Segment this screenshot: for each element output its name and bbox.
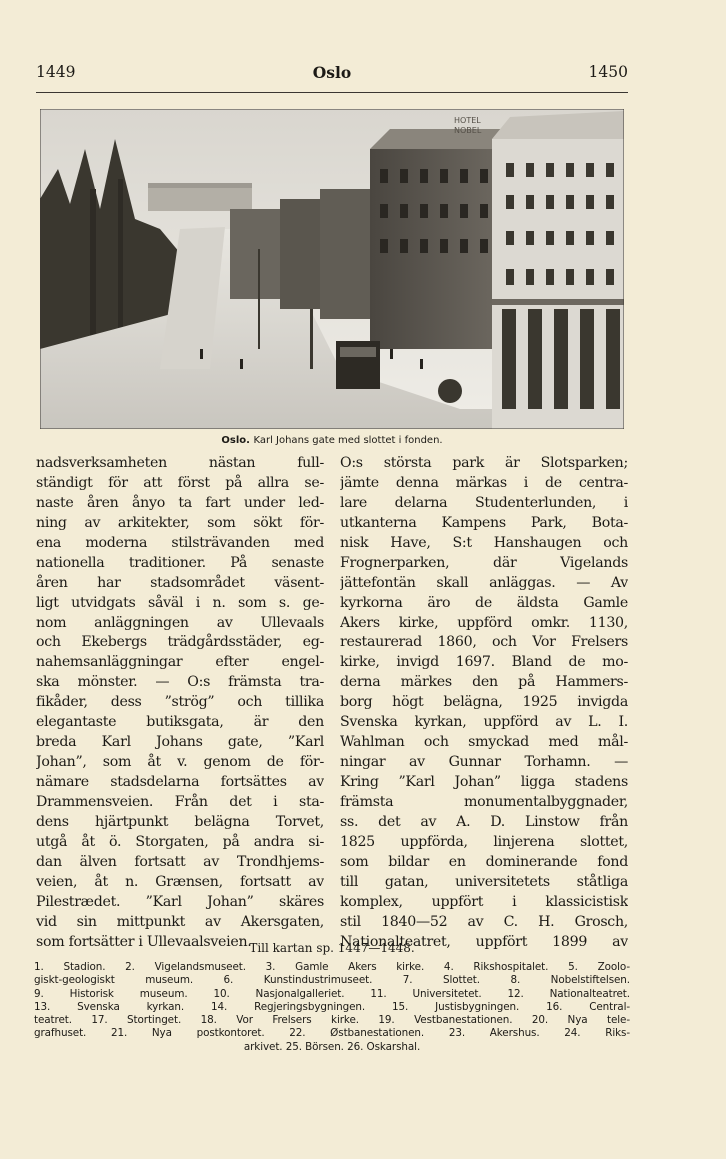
text-line: borg högt belägna, 1925 invigda: [340, 694, 628, 711]
text-line: nom anläggningen av Ullevaals: [36, 614, 324, 631]
text-line: jättefontän skall anläggas. — Av: [340, 574, 628, 591]
text-line: ning av arkitekter, som sökt för-: [36, 514, 324, 531]
text-line: fikåder, dess ”strög” och tillika: [36, 694, 324, 711]
text-line: främsta monumentalbyggnader,: [340, 793, 628, 810]
hotel-sign-line1: HOTEL: [454, 116, 481, 125]
text-line: Kring ”Karl Johan” ligga stadens: [340, 774, 628, 790]
text-line: veien, åt n. Grænsen, fortsatt av: [36, 873, 324, 890]
map-legend: [34, 961, 630, 1054]
text-line: Wahlman och smyckad med mål-: [340, 734, 628, 751]
map-reference: Till kartan sp. 1447—1448.: [249, 941, 415, 955]
left-column: [36, 454, 324, 952]
text-line: ena moderna stilsträvanden med: [36, 534, 324, 551]
text-line: nahemsanläggningar efter engel-: [36, 654, 324, 671]
text-line: nadsverksamheten nästan full-: [36, 455, 324, 471]
page-number-right: 1450: [588, 63, 628, 81]
legend-line: arkivet. 25. Börsen. 26. Oskarshal.: [243, 1040, 421, 1053]
hotel-sign-line2: NOBEL: [454, 126, 482, 135]
text-line: Johan”, som åt v. genom de för-: [36, 754, 324, 771]
text-line: ss. det av A. D. Linstow från: [340, 813, 628, 830]
text-line: ständigt för att först på allra se-: [36, 474, 324, 491]
text-line: Akers kirke, uppförd omkr. 1130,: [340, 614, 628, 631]
text-line: ligt utvidgats såväl i n. som s. ge-: [36, 594, 324, 611]
legend-line: 9. Historisk museum. 10. Nasjonalgalleriet. 11. Universitetet. 12. Nationalteatret.: [34, 987, 630, 1000]
text-line: nationella traditioner. På senaste: [36, 554, 324, 571]
photo-caption: [36, 435, 628, 446]
text-line: kirke, invigd 1697. Bland de mo-: [340, 654, 628, 671]
text-line: och Ekebergs trädgårdsstäder, eg-: [36, 634, 324, 651]
text-line: Pilestrædet. ”Karl Johan” skäres: [36, 893, 324, 910]
text-line: lare delarna Studenterlunden, i: [340, 494, 628, 511]
right-column: [340, 454, 628, 952]
text-line: breda Karl Johans gate, ”Karl: [36, 734, 324, 751]
text-line: vid sin mittpunkt av Akersgaten,: [36, 913, 324, 930]
text-line: dan älven fortsatt av Trondhjems-: [36, 853, 324, 870]
legend-line: giskt-geologiskt museum. 6. Kunstindustrimuseet. 7. Slottet. 8. Nobelstiftelsen.: [34, 974, 630, 987]
text-line: utgå åt ö. Storgaten, på andra si-: [36, 833, 324, 850]
running-title: Oslo: [312, 63, 352, 82]
text-line: naste åren ånyo ta fart under led-: [36, 494, 324, 511]
text-line: stil 1840—52 av C. H. Grosch,: [340, 913, 628, 930]
text-line: kyrkorna äro de äldsta Gamle: [340, 594, 628, 611]
palace-background: [148, 183, 252, 211]
page-number-left: 1449: [36, 63, 76, 81]
legend-line: 1. Stadion. 2. Vigelandsmuseet. 3. Gamle Akers kirke. 4. Rikshospitalet. 5. Zoolo-: [34, 961, 630, 973]
text-line: nämare stadsdelarna fortsättes av: [36, 774, 324, 790]
text-line: 1825 uppförda, linjerena slottet,: [340, 833, 628, 850]
street-photo: [40, 109, 624, 429]
text-line: utkanterna Kampens Park, Bota-: [340, 514, 628, 531]
text-line: Nationalteatret, uppfört 1899 av: [340, 933, 628, 950]
text-line: restaurerad 1860, och Vor Frelsers: [340, 634, 628, 651]
text-line: nisk Have, S:t Hanshaugen och: [340, 534, 628, 551]
text-line: till gatan, universitetets ståtliga: [340, 873, 628, 890]
caption-text: Karl Johans gate med slottet i fonden.: [253, 435, 443, 446]
caption-city: Oslo.: [221, 435, 250, 446]
text-line: ningar av Gunnar Torhamn. —: [340, 754, 628, 771]
header-rule: [36, 92, 628, 93]
legend-line: teatret. 17. Stortinget. 18. Vor Frelsers kirke. 19. Vestbanestationen. 20. Nya tele-: [34, 1014, 630, 1027]
text-line: Drammensveien. Från det i sta-: [36, 793, 324, 810]
text-line: Svenska kyrkan, uppförd av L. I.: [340, 714, 628, 731]
text-line: Frognerparken, där Vigelands: [340, 554, 628, 571]
text-line: dens hjärtpunkt belägna Torvet,: [36, 813, 324, 830]
legend-line: grafhuset. 21. Nya postkontoret. 22. Østbanestationen. 23. Akershus. 24. Riks-: [34, 1027, 630, 1040]
page-header: [36, 63, 628, 87]
text-line: som fortsätter i Ullevaalsveien.: [36, 933, 252, 950]
text-line: komplex, uppfört i klassicistisk: [340, 893, 628, 910]
text-line: som bildar en dominerande fond: [340, 853, 628, 870]
text-line: åren har stadsområdet väsent-: [36, 574, 324, 591]
text-line: jämte denna märkas i de centra-: [340, 474, 628, 491]
text-line: ska mönster. — O:s främsta tra-: [36, 674, 324, 691]
text-line: elegantaste butiksgata, är den: [36, 714, 324, 731]
text-line: O:s största park är Slotsparken;: [340, 455, 628, 471]
text-line: derna märkes den på Hammers-: [340, 674, 628, 691]
legend-line: 13. Svenska kyrkan. 14. Regjeringsbygningen. 15. Justisbygningen. 16. Central-: [34, 1000, 630, 1013]
